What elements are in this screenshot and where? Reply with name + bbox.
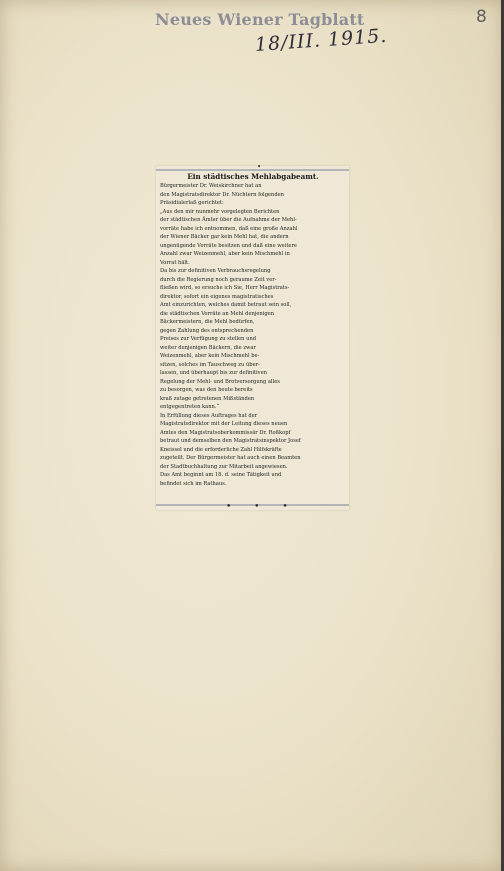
article-line: befindet sich im Rathaus. — [160, 480, 227, 487]
article-line: Preises zur Verfügung zu stellen und — [160, 336, 257, 342]
article-line: betraut und demselben den Magistratsinspektor Josef — [160, 438, 301, 444]
article-line: In Erfüllung dieses Auftrages hat der — [160, 412, 258, 419]
newspaper-clipping — [156, 163, 349, 512]
article-line: Regelung der Mehl- und Brotversorgung alles — [160, 378, 280, 385]
article-line: kraß zutage getretenen Mißständen — [160, 395, 255, 402]
article-line: Vorrat hält. — [160, 259, 190, 266]
article-line: der Wiener Bäcker gar kein Mehl hat, die andern — [160, 234, 289, 240]
article-line: Amt einzurichten, welches damit betraut sein soll, — [160, 302, 292, 308]
clipping-end-marks: • • • — [226, 502, 298, 512]
article-body — [160, 182, 346, 488]
article-line: entgegentreten kann.“ — [160, 404, 220, 410]
article-line: Da bis zur definitiven Verbrauchsregelung — [160, 268, 271, 274]
article-line: den Magistratsdirektor Dr. Nüchtern folgenden — [160, 191, 284, 198]
clipping-top-rule — [156, 169, 349, 171]
article-line: Bäckermeistern, die Mehl bedürfen, — [160, 319, 255, 325]
article-line: Magistratsdirektor mit der Leitung dieses neuen — [160, 421, 288, 427]
article-line: gegen Zahlung des entsprechenden — [160, 327, 254, 334]
article-line: weiter denjenigen Bäckern, die zwar — [160, 344, 256, 351]
newspaper-masthead: Neues Wiener Tagblatt — [155, 10, 365, 29]
article-line: Das Amt beginnt am 18. d. seine Tätigkeit und — [160, 472, 282, 478]
article-line: Anzahl zwar Weizenmehl, aber kein Mischmehl in — [160, 251, 290, 257]
article-line: durch die Regierung noch geraume Zeit ver- — [160, 276, 277, 283]
article-line: sitzen, solches im Tauschweg zu über- — [160, 361, 260, 368]
article-line: Kneissel und die erforderliche Zahl Hilfskräfte — [160, 446, 282, 453]
article-line: der städtischen Ämter über die Aufnahme der Mehl- — [160, 217, 297, 223]
article-line: fließen wird, so ersuche ich Sie, Herr Magistrats- — [160, 285, 290, 291]
article-line: zugeteilt. Der Bürgermeister hat auch einen Beamten — [160, 455, 301, 461]
article-line: zu besorgen, was den heute bereits — [160, 387, 253, 393]
clipping-mark: • — [257, 163, 262, 171]
article-line: direktor, sofort ein eigenes magistratisches — [160, 293, 274, 300]
article-line: lassen, und überhaupt bis zur definitiven — [160, 370, 267, 376]
article-line: Präsidialerlaß gerichtet: — [160, 200, 224, 206]
article-line: die städtischen Vorräte an Mehl denjenigen — [160, 310, 275, 317]
article-headline: Ein städtisches Mehlabgabeamt. — [187, 172, 319, 181]
handwritten-date: 18/III. 1915. — [254, 24, 389, 56]
article-line: Amtes den Magistratsoberkommissär Dr. Roßkopf — [160, 429, 291, 436]
article-line: „Aus den mir nunmehr vorgelegten Berichten — [160, 208, 280, 215]
article-line: Weizenmehl, aber kein Mischmehl be- — [160, 353, 260, 359]
article-line: ungenügende Vorräte besitzen und daß eine weitere — [160, 242, 297, 249]
page-number: 8 — [476, 7, 487, 27]
article-line: Bürgermeister Dr. Weiskirchner hat an — [160, 183, 262, 189]
article-line: der Stadtbuchhaltung zur Mitarbeit angewiesen. — [160, 463, 288, 470]
article-line: vorräte habe ich entnommen, daß eine große Anzahl — [160, 225, 298, 232]
